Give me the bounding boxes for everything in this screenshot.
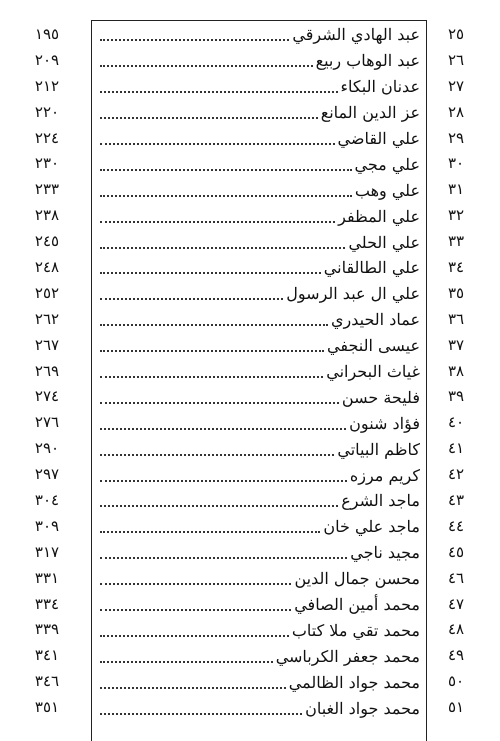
entry-page-number: ٢٦٩ [34, 361, 60, 380]
dot-leader [100, 582, 291, 585]
dot-leader [100, 64, 313, 67]
dot-leader [100, 297, 283, 300]
dot-leader [100, 194, 352, 197]
entry-page-number: ٢٦٢ [34, 309, 60, 328]
entry-page-number: ٢٧٤ [34, 387, 60, 406]
entry-name: محمد جواد الغبان [305, 698, 420, 718]
entry-number: ٢٦ [447, 50, 465, 69]
entry-number: ٣٥ [447, 283, 465, 302]
entry-name: عز الدين المانع [320, 103, 420, 123]
entry-page-number: ٢٣٣ [34, 180, 60, 199]
entry-number: ٢٨ [447, 102, 465, 121]
dot-leader [100, 220, 335, 223]
list-item [0, 333, 500, 359]
entry-number: ٣٢ [447, 206, 465, 225]
entry-line [100, 436, 420, 462]
entry-number: ٤٣ [447, 491, 465, 510]
entry-number: ٤٤ [447, 516, 465, 535]
entry-line [100, 151, 420, 177]
entry-page-number: ٣٥١ [34, 698, 60, 717]
entry-page-number: ٢٣٠ [34, 154, 60, 173]
entry-number: ٤٩ [447, 646, 465, 665]
entry-page-number: ٢٦٧ [34, 335, 60, 354]
entry-name: عيسى النجفي [327, 336, 420, 356]
entry-line [100, 643, 420, 669]
entry-number: ٢٥ [447, 25, 465, 43]
list-item [0, 592, 500, 618]
entry-line [100, 669, 420, 695]
dot-leader [100, 323, 328, 326]
entry-line [100, 255, 420, 281]
dot-leader [100, 634, 289, 637]
entry-number: ٥١ [447, 698, 465, 717]
list-item [0, 151, 500, 177]
dot-leader [100, 38, 289, 41]
entry-page-number: ٣٣٤ [34, 594, 60, 613]
dot-leader [100, 116, 318, 119]
dot-leader [100, 453, 334, 456]
entry-page-number: ٣٤١ [34, 646, 60, 665]
entry-number: ٤٢ [447, 465, 465, 484]
list-item [0, 540, 500, 566]
entry-number: ٤٧ [447, 594, 465, 613]
list-item [0, 436, 500, 462]
entry-page-number: ٣٣١ [34, 568, 60, 587]
entry-name: علي القاضي [337, 129, 420, 148]
entry-number: ٤١ [447, 439, 465, 458]
entry-name: علي المظفر [338, 206, 420, 226]
dot-leader [100, 90, 338, 93]
entry-number: ٢٧ [447, 76, 465, 95]
list-item [0, 100, 500, 126]
dot-leader [100, 349, 324, 352]
list-item [0, 48, 500, 74]
entry-name: فليحة حسن [341, 387, 420, 407]
entry-name: علي وهب [354, 180, 420, 200]
entry-number: ٤٦ [447, 568, 465, 587]
entry-page-number: ٢٠٩ [34, 50, 60, 69]
entry-name: عبد الوهاب ربيع [315, 51, 420, 71]
list-item [0, 126, 500, 152]
list-item [0, 307, 500, 333]
entry-page-number: ٢١٢ [34, 76, 60, 95]
entry-page-number: ٣٤٦ [34, 672, 60, 691]
list-item [0, 177, 500, 203]
entry-name: محسن جمال الدين [294, 569, 420, 589]
dot-leader [100, 556, 347, 559]
list-item [0, 462, 500, 488]
list-item [0, 359, 500, 385]
dot-leader [100, 246, 345, 249]
entry-name: مجيد ناجي [350, 543, 420, 563]
dot-leader [100, 686, 286, 689]
entry-name: عدنان البكاء [340, 77, 420, 97]
entry-number: ٣٩ [447, 387, 465, 406]
dot-leader [100, 530, 320, 533]
dot-leader [100, 142, 335, 145]
list-item [0, 514, 500, 540]
list-item [0, 255, 500, 281]
list-item [0, 695, 500, 721]
entry-name: علي الحلي [348, 232, 420, 252]
entry-name: كريم مرزه [349, 465, 420, 485]
list-item [0, 488, 500, 514]
entry-page-number: ٢٤٥ [34, 232, 60, 251]
entry-number: ٤٨ [447, 620, 465, 639]
list-item [0, 643, 500, 669]
entry-name: عبد الهادي الشرقي [292, 25, 420, 45]
entry-name: علي الطالقاني [323, 258, 420, 278]
entry-name: محمد تقي ملا كتاب [291, 620, 420, 640]
entry-number: ٣٧ [447, 335, 465, 354]
entry-number: ٢٩ [447, 128, 465, 147]
dot-leader [100, 375, 323, 378]
dot-leader [100, 168, 352, 171]
list-item [0, 281, 500, 307]
entry-line [100, 359, 420, 385]
entry-line [100, 592, 420, 618]
entry-name: علي مجي [354, 154, 420, 174]
entry-line [100, 281, 420, 307]
entry-line [100, 203, 420, 229]
entry-page-number: ٣١٧ [34, 542, 60, 561]
dot-leader [100, 479, 347, 482]
entry-page-number: ٢٣٨ [34, 206, 60, 225]
entry-name: ماجد علي خان [323, 517, 420, 537]
entry-name: عماد الحيدري [330, 310, 420, 330]
list-item [0, 669, 500, 695]
entry-line [100, 100, 420, 126]
list-item [0, 617, 500, 643]
entry-line [100, 695, 420, 721]
list-item [0, 410, 500, 436]
entry-name: محمد أمين الصافي [294, 595, 420, 615]
list-item [0, 229, 500, 255]
entry-line [100, 307, 420, 333]
entry-line [100, 22, 420, 48]
entry-name: محمد جواد الظالمي [288, 672, 420, 692]
entry-page-number: ٢٢٤ [34, 128, 60, 147]
list-item [0, 22, 500, 48]
entry-line [100, 566, 420, 592]
entry-number: ٣٤ [447, 258, 465, 277]
entry-page-number: ٣٠٩ [34, 516, 60, 535]
entry-name: علي ال عبد الرسول [286, 284, 420, 304]
list-item [0, 74, 500, 100]
entry-line [100, 126, 420, 152]
entry-number: ٣٦ [447, 309, 465, 328]
entry-number: ٤٥ [447, 542, 465, 561]
entry-number: ٣١ [447, 180, 465, 199]
entry-page-number: ٢٩٠ [34, 439, 60, 458]
entry-line [100, 514, 420, 540]
entry-number: ٣٨ [447, 361, 465, 380]
list-item [0, 203, 500, 229]
index-list [0, 22, 500, 721]
dot-leader [100, 608, 291, 611]
dot-leader [100, 712, 302, 715]
entry-number: ٣٠ [447, 154, 465, 173]
list-item [0, 566, 500, 592]
entry-line [100, 48, 420, 74]
entry-line [100, 488, 420, 514]
entry-number: ٣٣ [447, 232, 465, 251]
entry-line [100, 333, 420, 359]
entry-line [100, 74, 420, 100]
entry-name: محمد جعفر الكرباسي [275, 646, 420, 666]
dot-leader [100, 427, 346, 430]
entry-page-number: ٢٥٢ [34, 283, 60, 302]
table-top-rule [91, 20, 427, 21]
entry-name: كاظم البياتي [337, 439, 420, 459]
entry-page-number: ٢٤٨ [34, 258, 60, 277]
list-item [0, 384, 500, 410]
entry-line [100, 617, 420, 643]
entry-line [100, 229, 420, 255]
entry-page-number: ٢٢٠ [34, 102, 60, 121]
dot-leader [100, 271, 321, 274]
entry-page-number: ٢٩٧ [34, 465, 60, 484]
entry-page-number: ٢٧٦ [34, 413, 60, 432]
dot-leader [100, 660, 273, 663]
entry-name: غياث البحراني [326, 362, 420, 382]
dot-leader [100, 401, 339, 404]
entry-name: فؤاد شنون [349, 413, 420, 433]
entry-line [100, 540, 420, 566]
dot-leader [100, 504, 338, 507]
entry-line [100, 462, 420, 488]
entry-name: ماجد الشرع [341, 491, 420, 511]
entry-line [100, 384, 420, 410]
entry-line [100, 177, 420, 203]
entry-page-number: ٣٣٩ [34, 620, 60, 639]
entry-line [100, 410, 420, 436]
entry-page-number: ٣٠٤ [34, 491, 60, 510]
entry-number: ٤٠ [447, 413, 465, 432]
entry-number: ٥٠ [447, 672, 465, 691]
entry-page-number: ١٩٥ [34, 25, 60, 43]
